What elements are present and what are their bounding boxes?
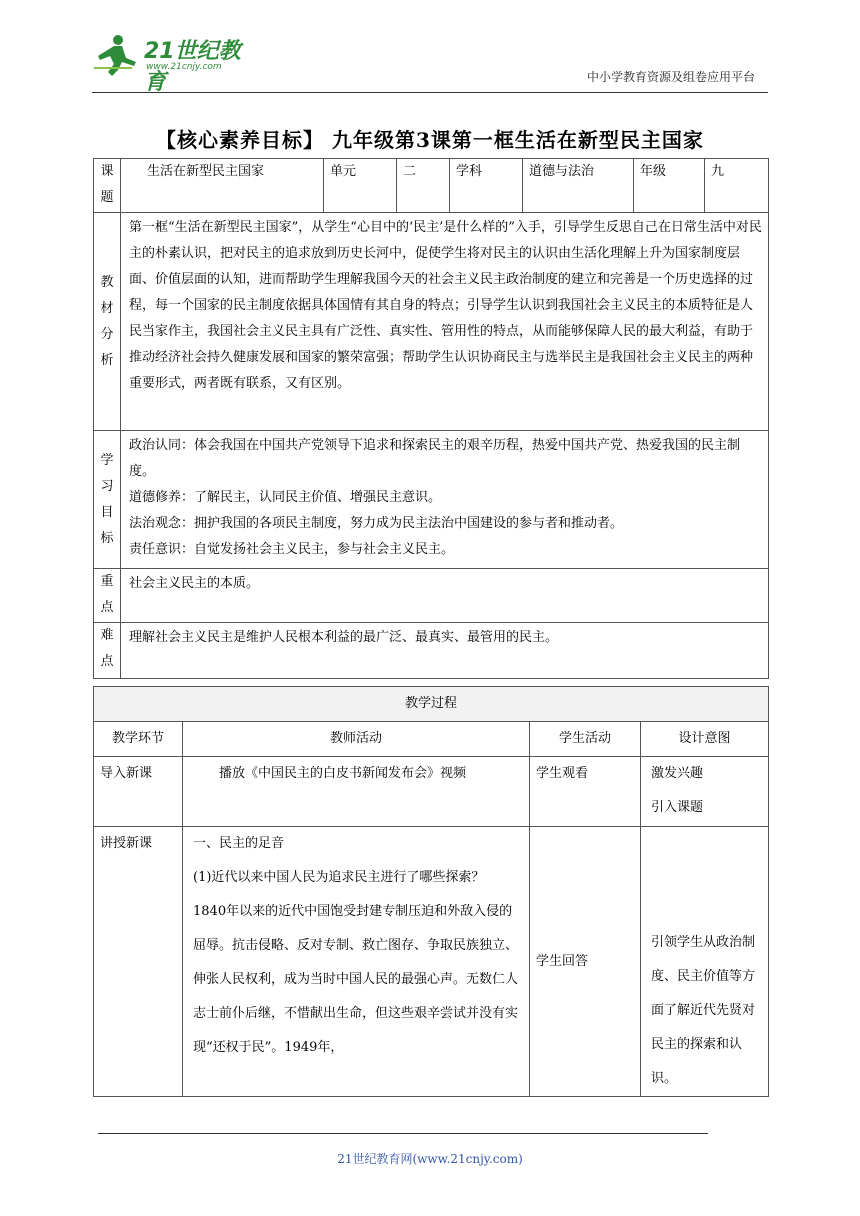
question-text: (1)近代以来中国人民为追求民主进行了哪些探索？ bbox=[193, 870, 485, 885]
page-header bbox=[0, 0, 860, 100]
intent-cell bbox=[641, 757, 769, 827]
section-heading: 一、民主的足音 bbox=[193, 836, 285, 851]
stage-cell: 导入新课 bbox=[94, 757, 183, 827]
body-text: 1840年以来的近代中国饱受封建专制压迫和外敌入侵的屈辱。抗击侵略、反对专制、救亡图存、争取民族独立、伸张人民权利，成为当时中国人民的最强心声。无数仁人志士前仆后继，不惜献出生命，但这些艰辛尝试并没有实现“还权于民”。1949年， bbox=[193, 904, 519, 1055]
difficulty-label: 难点 bbox=[94, 623, 121, 679]
logo-brand: 21世纪教育 bbox=[144, 39, 241, 95]
goal-item: 道德修养：了解民主，认同民主价值、增强民主意识。 bbox=[129, 490, 442, 505]
stage-cell: 讲授新课 bbox=[94, 827, 183, 1097]
column-header: 教师活动 bbox=[183, 722, 530, 757]
info-row bbox=[94, 159, 769, 213]
footer-divider bbox=[98, 1133, 708, 1134]
difficulty-text: 理解社会主义民主是维护人民根本利益的最广泛、最真实、最管用的民主。 bbox=[121, 623, 769, 679]
goal-item: 责任意识：自觉发扬社会主义民主，参与社会主义民主。 bbox=[129, 542, 455, 557]
unit-value: 二 bbox=[397, 159, 450, 213]
column-header: 学生活动 bbox=[530, 722, 641, 757]
goal-item: 法治观念：拥护我国的各项民主制度，努力成为民主法治中国建设的参与者和推动者。 bbox=[129, 516, 624, 531]
process-header-row bbox=[94, 722, 769, 757]
difficulty-row bbox=[94, 623, 769, 679]
goals-list bbox=[121, 431, 769, 569]
analysis-row bbox=[94, 213, 769, 431]
footer-link[interactable]: 21世纪教育网(www.21cnjy.com) bbox=[337, 1152, 523, 1166]
teacher-cell: 播放《中国民主的白皮书新闻发布会》视频 bbox=[183, 757, 530, 827]
topic-value: 生活在新型民主国家 bbox=[121, 159, 324, 213]
runner-logo-icon bbox=[92, 32, 144, 78]
logo-url: www.21cnjy.com bbox=[146, 62, 222, 72]
grade-label: 年级 bbox=[634, 159, 705, 213]
topic-label: 课题 bbox=[94, 159, 121, 213]
key-point-text: 社会主义民主的本质。 bbox=[121, 569, 769, 623]
student-cell: 学生观看 bbox=[530, 757, 641, 827]
platform-name: 中小学教育资源及组卷应用平台 bbox=[586, 70, 755, 84]
key-point-label: 重点 bbox=[94, 569, 121, 623]
document-title: 【核心素养目标】 九年级第3课第一框生活在新型民主国家 bbox=[156, 128, 704, 152]
column-header: 设计意图 bbox=[641, 722, 769, 757]
analysis-label: 教材分析 bbox=[94, 213, 121, 431]
student-cell: 学生回答 bbox=[530, 827, 641, 1097]
intent-line: 引入课题 bbox=[651, 800, 704, 815]
process-title: 教学过程 bbox=[94, 687, 769, 722]
table-row bbox=[94, 827, 769, 1097]
unit-label: 单元 bbox=[324, 159, 397, 213]
analysis-text: 第一框“生活在新型民主国家”，从学生“心目中的‘民主’是什么样的”入手，引导学生反思自己在日常生活中对民主的朴素认识，把对民主的追求放到历史长河中，促使学生将对民主的认识由生活化理解上升为国家制度层面、价值层面的认知，进而帮助学生理解我国今天的社会主义民主政治制度的建立和完善是一个历史选择的过程，每一个国家的民主制度依据具体国情有其自身的特点；引导学生认识到我国社会主义民主的本质特征是人民当家作主，我国社会主义民主具有广泛性、真实性、管用性的特点，从而能够保障人民的最大利益，有助于推动经济社会持久健康发展和国家的繁荣富强；帮助学生认识协商民主与选举民主是我国社会主义民主的两种重要形式，两者既有联系，又有区别。 bbox=[121, 213, 769, 431]
intent-cell: 引领学生从政治制度、民主价值等方面了解近代先贤对民主的探索和认识。 bbox=[641, 827, 769, 1097]
lesson-info-table bbox=[93, 158, 769, 679]
intent-line: 激发兴趣 bbox=[651, 766, 704, 781]
goal-item: 政治认同：体会我国在中国共产党领导下追求和探索民主的艰辛历程，热爱中国共产党、热爱我国的民主制度。 bbox=[129, 438, 741, 479]
process-title-row bbox=[94, 687, 769, 722]
teaching-process-table bbox=[93, 686, 769, 1097]
subject-label: 学科 bbox=[450, 159, 523, 213]
subject-value: 道德与法治 bbox=[523, 159, 634, 213]
grade-value: 九 bbox=[705, 159, 769, 213]
header-divider bbox=[92, 92, 768, 93]
teacher-cell bbox=[183, 827, 530, 1097]
goals-row bbox=[94, 431, 769, 569]
table-row bbox=[94, 757, 769, 827]
logo bbox=[92, 32, 262, 95]
key-point-row bbox=[94, 569, 769, 623]
column-header: 教学环节 bbox=[94, 722, 183, 757]
goals-label: 学习目标 bbox=[94, 431, 121, 569]
